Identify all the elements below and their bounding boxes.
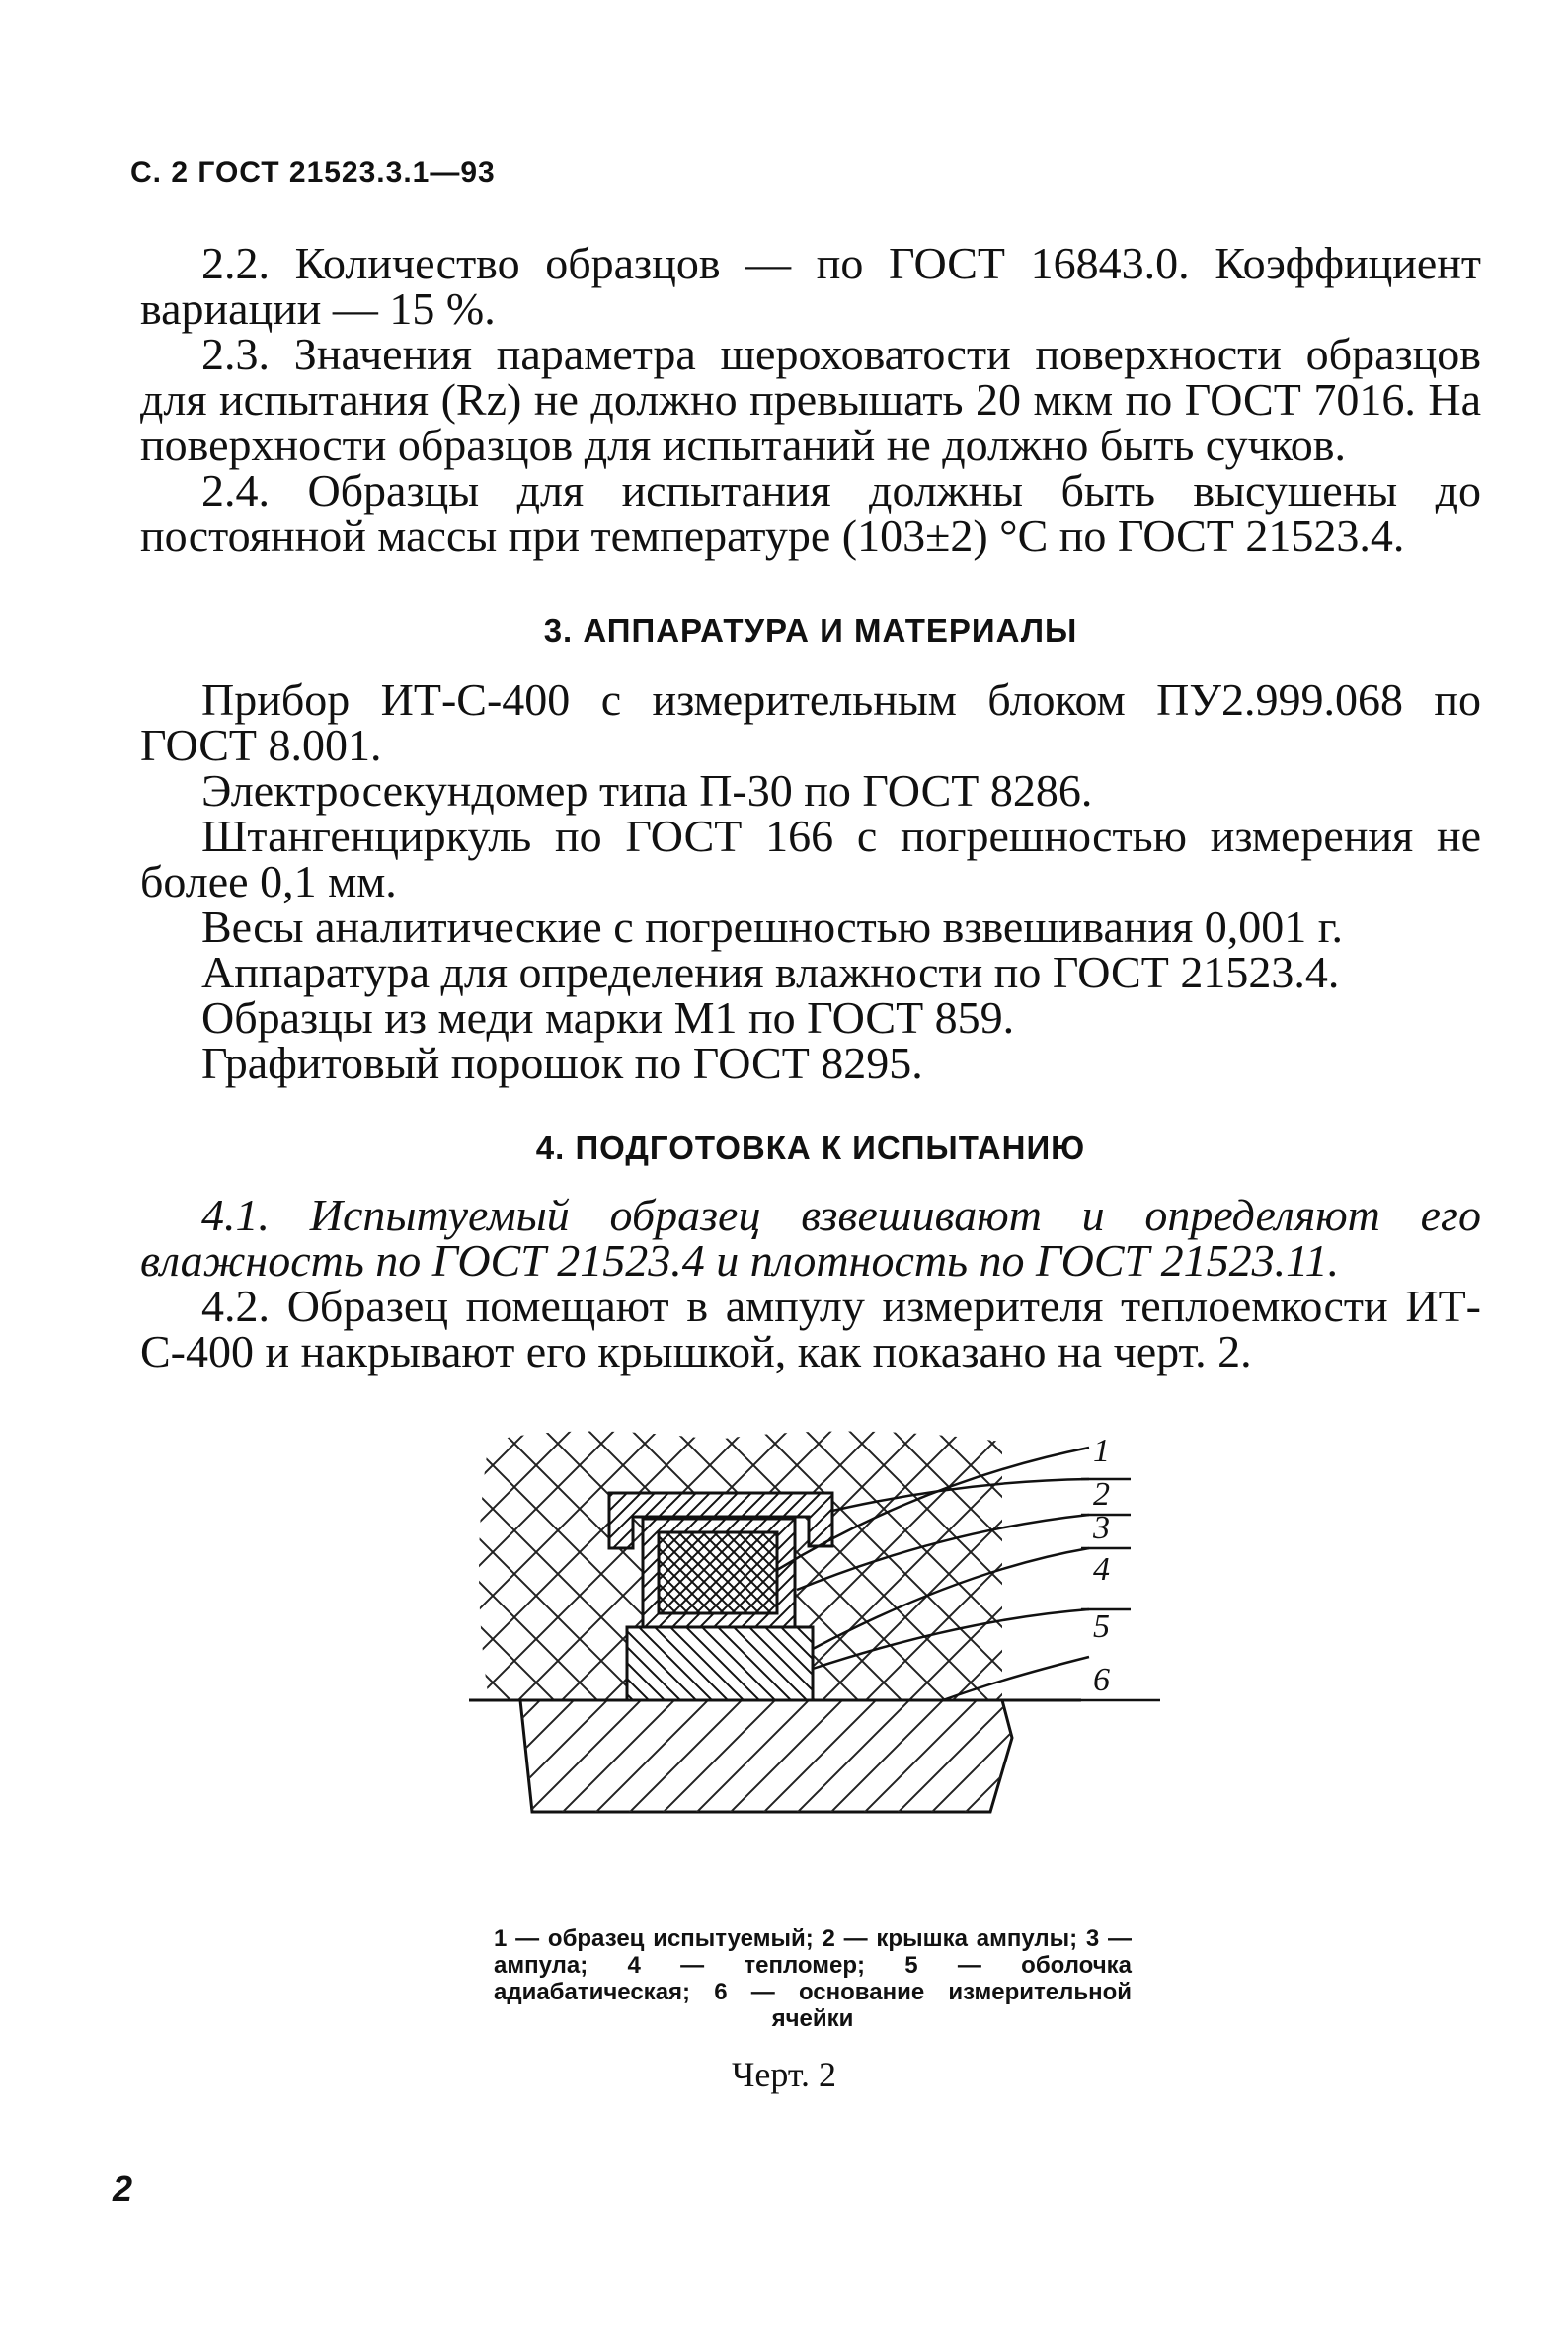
equipment-item: Электросекундомер типа П-30 по ГОСТ 8286.	[201, 765, 1093, 816]
cell-base-hatch	[520, 1700, 1012, 1812]
equipment-item: Аппаратура для определения влажности по ГОСТ 21523.4.	[201, 947, 1340, 997]
figure-label: 3	[1093, 1510, 1110, 1546]
paragraph-2-3: 2.3. Значения параметра шероховатости поверхности образцов для испытания (Rz) не должно превышать 20 мкм по ГОСТ 7016. На поверхности образцов для испытаний не должно быть сучков.	[140, 329, 1481, 470]
ampoule-diagram	[449, 1422, 1160, 1856]
figure-label: 6	[1093, 1662, 1110, 1698]
page-header: С. 2 ГОСТ 21523.3.1—93	[130, 156, 496, 189]
equipment-item: Весы аналитические с погрешностью взвешивания 0,001 г.	[201, 901, 1343, 952]
equipment-item: Образцы из меди марки M1 по ГОСТ 859.	[201, 992, 1015, 1043]
paragraph-2-4: 2.4. Образцы для испытания должны быть высушены до постоянной массы при температуре (103±2) °С по ГОСТ 21523.4.	[140, 465, 1481, 561]
section-4-title: 4. ПОДГОТОВКА К ИСПЫТАНИЮ	[535, 1130, 1086, 1166]
equipment-item: Штангенциркуль по ГОСТ 166 с погрешностью измерения не более 0,1 мм.	[140, 811, 1481, 906]
paragraph-4-1: 4.1. Испытуемый образец взвешивают и определяют его влажность по ГОСТ 21523.4 и плотность по ГОСТ 21523.11.	[140, 1190, 1481, 1286]
figure-label: 4	[1093, 1551, 1110, 1588]
section-3-list	[140, 674, 1481, 1088]
figure-label: 5	[1093, 1608, 1110, 1645]
equipment-item: Графитовый порошок по ГОСТ 8295.	[201, 1038, 923, 1088]
figure-label: 2	[1093, 1476, 1110, 1513]
section-3-title: 3. АППАРАТУРА И МАТЕРИАЛЫ	[543, 612, 1078, 649]
heat-meter-hatch	[627, 1627, 813, 1700]
test-sample-hatch	[659, 1532, 777, 1613]
paragraph-2-2: 2.2. Количество образцов — по ГОСТ 16843.0. Коэффициент вариации — 15 %.	[140, 238, 1481, 334]
section-2-text	[140, 238, 1481, 561]
paragraph-4-2: 4.2. Образец помещают в ампулу измерителя теплоемкости ИТ-С-400 и накрывают его крышкой, как показано на черт. 2.	[140, 1281, 1481, 1376]
page-number: 2	[113, 2168, 133, 2209]
figure-title: Черт. 2	[732, 2055, 836, 2094]
figure-caption: 1 — образец испытуемый; 2 — крышка ампулы; 3 — ампула; 4 — тепломер; 5 — оболочка адиабатическая; 6 — основание измерительной ячейки	[494, 1925, 1132, 2032]
section-4-text	[140, 1190, 1481, 1376]
figure-label: 1	[1093, 1433, 1110, 1469]
equipment-item: Прибор ИТ-С-400 с измерительным блоком ПУ2.999.068 по ГОСТ 8.001.	[140, 674, 1481, 770]
